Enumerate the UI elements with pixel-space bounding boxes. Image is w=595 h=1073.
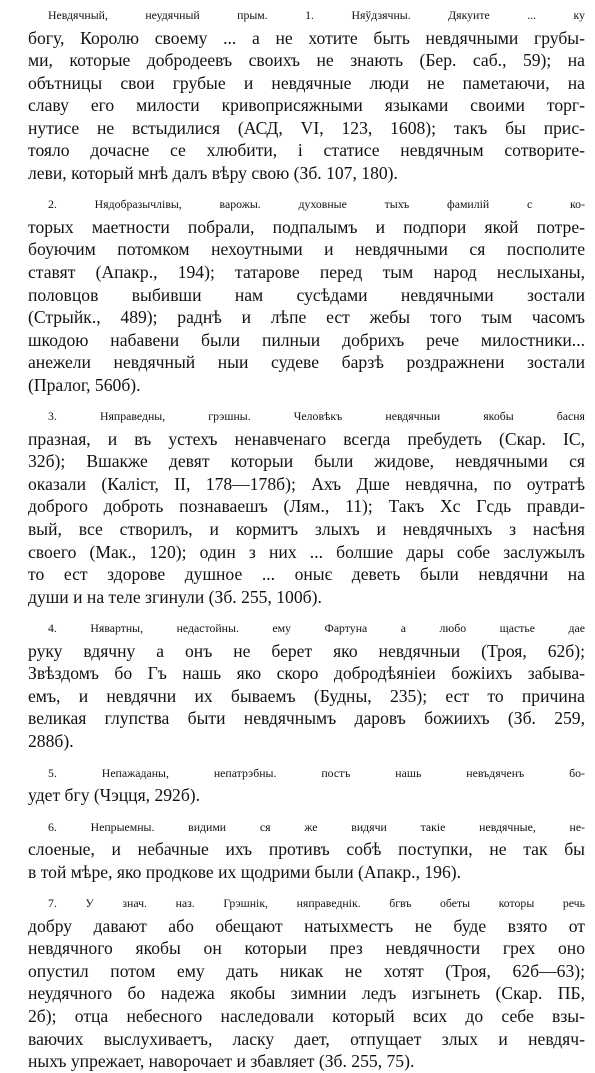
text-line: души и на теле згинули (Зб. 255, 100б). <box>28 586 322 607</box>
entry-sense-1 <box>8 4 585 184</box>
text-line: тояло дочасне се хлюбити, і статисе невдячным сотворите- <box>28 140 585 161</box>
entry-text <box>8 762 585 807</box>
entry-sense-3 <box>8 405 585 608</box>
text-line: анежели невдячный ныи судеве барзѣ роздражнени зостали <box>28 352 585 373</box>
text-line: леви, который мнѣ далъ вѣру свою (Зб. 107, 180). <box>28 162 398 183</box>
text-line: 5. Непажаданы, непатрэбны. постъ нашь невъдяченъ бо- <box>48 765 585 780</box>
text-line: 2. Нядобразычлівы, варожы. духовные тыхъ фамилій с ко- <box>48 197 585 212</box>
text-line: 7. У знач. наз. Грэшнік, няправеднік. бгвъ обеты которы речь <box>48 896 585 911</box>
text-line: (Пралог, 560б). <box>28 374 141 395</box>
text-line: обътницы свои грубые и невдячные люди не паметаючи, на <box>28 72 585 93</box>
text-line: половцов выбивши нам сусѣдами невдячными зостали <box>28 284 585 305</box>
text-line: руку вдячну а онъ не берет яко невдячныи (Троя, 62б); <box>28 640 585 661</box>
text-line: ныхъ упрежает, наворочает и збавляет (Зб. 255, 75). <box>28 1051 415 1072</box>
text-line: вый, все створилъ, и кормитъ злыхъ и невдячныхъ з насѣня <box>28 519 585 540</box>
entry-text <box>8 4 585 184</box>
text-line: ваючих выслухиваетъ, ласку дает, отпущает злых и невдяч- <box>28 1028 585 1049</box>
text-line: 32б); Вшакже девят которыи были жидове, невдячными ся <box>28 451 585 472</box>
entry-sense-7 <box>8 892 585 1072</box>
text-line: 288б). <box>28 730 74 751</box>
text-line: празная, и въ устехъ ненавченаго всегда пребудеть (Скар. IC, <box>28 428 585 449</box>
text-line: своего (Мак., 120); один з них ... болшие дары собе заслужылъ <box>28 541 585 562</box>
text-line: ми, которые добродеевъ своихъ не знають (Бер. саб., 59); на <box>28 50 585 71</box>
entry-sense-5 <box>8 762 585 807</box>
text-line: торых маетности побрали, подпалымъ и подпори якой потре- <box>28 216 585 237</box>
text-line: 2б); отца небесного наследовали который всих до себе взы- <box>28 1005 585 1026</box>
text-line: (Стрыйк., 489); раднѣ и лѣпе ест жебы того тым часомъ <box>28 307 585 328</box>
text-line: добру давают або обещают натыхместъ не буде взято от <box>28 915 585 936</box>
text-line: неудячного бо надежа якобы зимнии ледъ изгынеть (Скар. ПБ, <box>28 983 585 1004</box>
text-line: то ест здорове душное ... оныє деветь были невдячни на <box>28 564 585 585</box>
text-line: Невдячный, неудячный прым. 1. Няўдзячны. Дякуите ... ку <box>48 8 585 22</box>
text-line: нутисе не встыдилися (АСД, VI, 123, 1608); такъ бы прис- <box>28 117 585 138</box>
text-line: 6. Непрыемны. видими ся же видячи такіе невдячные, не- <box>48 819 585 834</box>
text-line: боуючим потомком нехоутными и невдячными ся посполите <box>28 239 585 260</box>
text-line: ставят (Апакр., 194); татарове перед тым народ неслыханы, <box>28 262 585 283</box>
entry-text <box>8 617 585 752</box>
entry-text <box>8 405 585 608</box>
text-line: великая глупства быти невдячнымъ даровъ божиихъ (Зб. 259, <box>28 708 585 729</box>
text-line: опустил потом ему дать никак не хотят (Троя, 62б—63); <box>28 960 585 981</box>
entry-sense-6 <box>8 816 585 884</box>
text-line: удет бгу (Чэцця, 292б). <box>28 785 201 806</box>
entry-text <box>8 892 585 1072</box>
text-line: 4. Нявартны, недастойны. ему Фартуна а любо щастье дае <box>48 621 585 636</box>
text-line: доброго доброть познаваешъ (Лям., 11); Такъ Хс Гсдь правди- <box>28 496 585 517</box>
entry-sense-2 <box>8 193 585 396</box>
text-line: невдячного якобы он которыи през невдячности грех оно <box>28 938 585 959</box>
text-line: оказали (Каліст, II, 178—178б); Ахъ Дше невдячна, по оутратѣ <box>28 473 585 494</box>
entry-text <box>8 193 585 396</box>
text-line: 3. Няправедны, грэшны. Человѣкъ невдячныи якобы басня <box>48 409 585 424</box>
text-line: Звѣздомъ бо Гъ нашь яко скоро добродѣяніеи божіихъ забыва- <box>28 663 585 684</box>
text-line: богу, Королю своему ... а не хотите быть невдячными грубы- <box>28 27 585 48</box>
text-line: шкодою набавени были пилныи добрихъ рече милостники... <box>28 329 585 350</box>
text-line: слоеные, и небачные ихъ противъ собѣ поступки, не так бы <box>28 839 585 860</box>
entry-sense-4 <box>8 617 585 752</box>
text-line: емъ, и невдячни их бываемъ (Будны, 235); ест то причина <box>28 685 585 706</box>
text-line: в той мѣре, яко продкове их щодрими были (Апакр., 196). <box>28 861 462 882</box>
text-line: славу его милости кривоприсяжными языками своими торг- <box>28 95 585 116</box>
entry-text <box>8 816 585 884</box>
